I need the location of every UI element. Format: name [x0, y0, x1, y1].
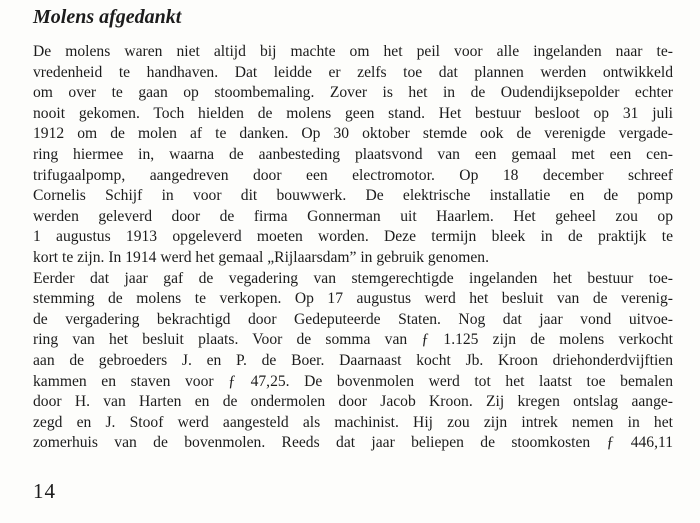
text-line: zomerhuis van de bovenmolen. Reeds dat jaar beliepen de stoomkosten ƒ 446,11 [33, 434, 673, 452]
text-line: om over te gaan op stoombemaling. Zover is het in de Oudendijksepolder echter [33, 84, 673, 102]
text-line: ring hiermee in, waarna de aanbesteding plaatsvond van een gemaal met een cen- [33, 145, 673, 163]
text-line: nooit gekomen. Toch hielden de molens geen stand. Het bestuur besloot op 31 juli [33, 104, 673, 122]
text-line: werden geleverd door de firma Gonnerman uit Haarlem. Het geheel zou op [33, 207, 673, 225]
text-line: 1 augustus 1913 opgeleverd moeten worden. Deze termijn bleek in de praktijk te [33, 228, 673, 246]
text-line: aan de gebroeders J. en P. de Boer. Daarnaast kocht Jb. Kroon driehonderdvijftien [33, 351, 673, 369]
text-line: vredenheid te handhaven. Dat leidde er zelfs toe dat plannen werden ontwikkeld [33, 63, 673, 81]
text-line: de vergadering bekrachtigd door Gedeputeerde Staten. Nog dat jaar vond uitvoe- [33, 310, 673, 328]
body-paragraphs [33, 42, 673, 454]
text-line: trifugaalpomp, aangedreven door een electromotor. Op 18 december schreef [33, 166, 673, 184]
text-line: 1912 om de molen af te danken. Op 30 oktober stemde ook de verenigde vergade- [33, 125, 673, 143]
text-line: door H. van Harten en de ondermolen door Jacob Kroon. Zij kregen ontslag aange- [33, 393, 673, 411]
text-line: ring van het besluit plaats. Voor de somma van ƒ 1.125 zijn de molens verkocht [33, 331, 673, 349]
text-line: zegd en J. Stoof werd aangesteld als machinist. Hij zou zijn intrek nemen in het [33, 413, 673, 431]
text-line: Eerder dat jaar gaf de vegadering van stemgerechtigde ingelanden het bestuur toe- [33, 269, 673, 287]
text-line: stemming de molens te verkopen. Op 17 augustus werd het besluit van de verenig- [33, 290, 673, 308]
page-number: 14 [33, 479, 56, 503]
text-line: kort te zijn. In 1914 werd het gemaal „Rijlaarsdam” in gebruik genomen. [33, 248, 489, 266]
section-heading: Molens afgedankt [33, 6, 182, 28]
text-line: Cornelis Schijf in voor dit bouwwerk. De elektrische installatie en de pomp [33, 187, 673, 205]
text-line: De molens waren niet altijd bij machte om het peil voor alle ingelanden naar te- [33, 43, 673, 60]
text-line: kammen en staven voor ƒ 47,25. De bovenmolen werd tot het laatst toe bemalen [33, 372, 673, 390]
